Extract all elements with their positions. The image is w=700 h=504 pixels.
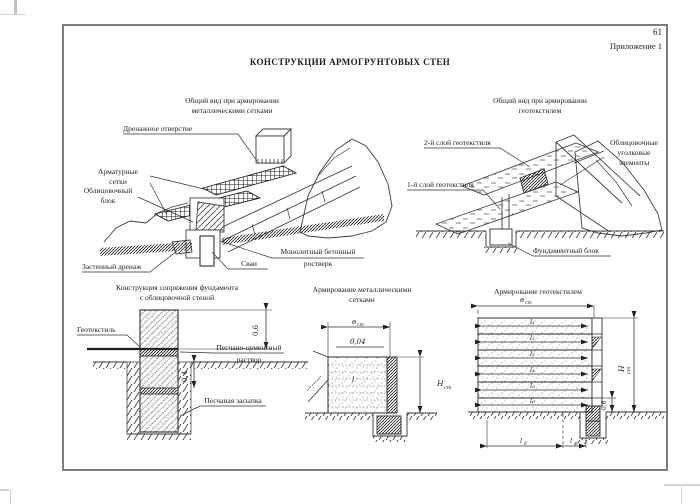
rebar-mesh-label-2: сетки [109, 177, 127, 186]
width-dim-main: в [520, 296, 525, 304]
layer-length-label: l [352, 376, 355, 384]
mesh-section-drawing [305, 322, 437, 442]
corner-elements-label-1: Облицовочные [610, 138, 658, 147]
bottom-dim-lf-sub: ф [574, 442, 578, 447]
height-dim-sub: ст [626, 366, 632, 374]
rebar-mesh-label-1: Арматурные [98, 167, 138, 176]
appendix-label: Приложение 1 [610, 41, 662, 51]
joint-section-caption-2: с облицовочной стеной [139, 293, 215, 302]
dim-0-6-label: 0,6 [601, 400, 608, 410]
height-dim-sub: ст [444, 385, 452, 391]
layer-dim-l2: l₂ [530, 334, 535, 342]
facing-block-label-2: блок [100, 196, 116, 205]
width-dim-sub: ст [357, 323, 364, 328]
bottom-dim-lb-main: l [520, 437, 523, 445]
dim-0-4-label: 0,4 [181, 370, 189, 382]
layer-dim-l5: l₅ [530, 382, 535, 390]
geotextile-layer2-label: 2-й слой геотекстиля [424, 138, 491, 147]
drain-hole-label: Дренажное отверстие [123, 124, 193, 133]
geo-view-caption-2: геотекстилем [518, 106, 562, 115]
mesh-view-caption-1: Общий вид при армировании [185, 96, 279, 105]
geo-section-drawing [468, 306, 666, 448]
mesh-section-caption-2: сетками [349, 295, 375, 304]
page-number: 61 [653, 27, 662, 37]
corner-elements-label-2: уголковые [617, 148, 651, 157]
bottom-dim-lf-main: l [570, 437, 573, 445]
layer-dim-l6: l₆ [530, 397, 535, 405]
corner-elements-label-3: элементы [618, 158, 650, 167]
geo-section-caption: Армирование геотекстилем [494, 287, 582, 296]
layer-dim-l3: l₃ [530, 350, 535, 358]
foundation-block-label: Фундаментный блок [533, 246, 599, 255]
mesh-view-caption-2: металлическими сетками [191, 106, 273, 115]
height-dim-main: H [617, 365, 626, 372]
layer-dim-l4: l₄ [530, 366, 535, 374]
page-title: КОНСТРУКЦИИ АРМОГРУНТОВЫХ СТЕН [249, 57, 451, 67]
sand-backfill-label: Песчаная засыпка [204, 396, 262, 405]
bottom-dim-lb-sub: б [524, 442, 527, 447]
wall-drain-label: Застенный дренаж [82, 262, 142, 271]
geotextile-label: Геотекстиль [77, 325, 116, 334]
facing-block-label-1: Облицовочный [83, 186, 133, 195]
dim-0-6-label: 0,6 [252, 324, 260, 336]
grillage-label-2: ростверк [303, 259, 333, 268]
slope-label: 0,04 [350, 338, 366, 346]
mortar-label-2: раствор [236, 355, 262, 364]
mesh-section-caption-1: Армирование металлическими [312, 285, 412, 294]
geo-view-caption-1: Общий вид при армировании [493, 96, 587, 105]
piles-label: Сваи [241, 259, 257, 268]
width-dim-sub: ст [525, 301, 532, 306]
mortar-label-1: Песчано-цементный [216, 343, 282, 352]
width-dim-main: в [352, 318, 357, 326]
grillage-label-1: Монолитный бетонный [280, 247, 356, 256]
geotextile-layer1-label: 1-й слой геотекстиля [407, 180, 474, 189]
height-dim-main: H [437, 379, 444, 388]
joint-section-caption-1: Конструкция сопряжения фундамента [116, 283, 238, 292]
layer-dim-l1: l₁ [530, 318, 535, 326]
